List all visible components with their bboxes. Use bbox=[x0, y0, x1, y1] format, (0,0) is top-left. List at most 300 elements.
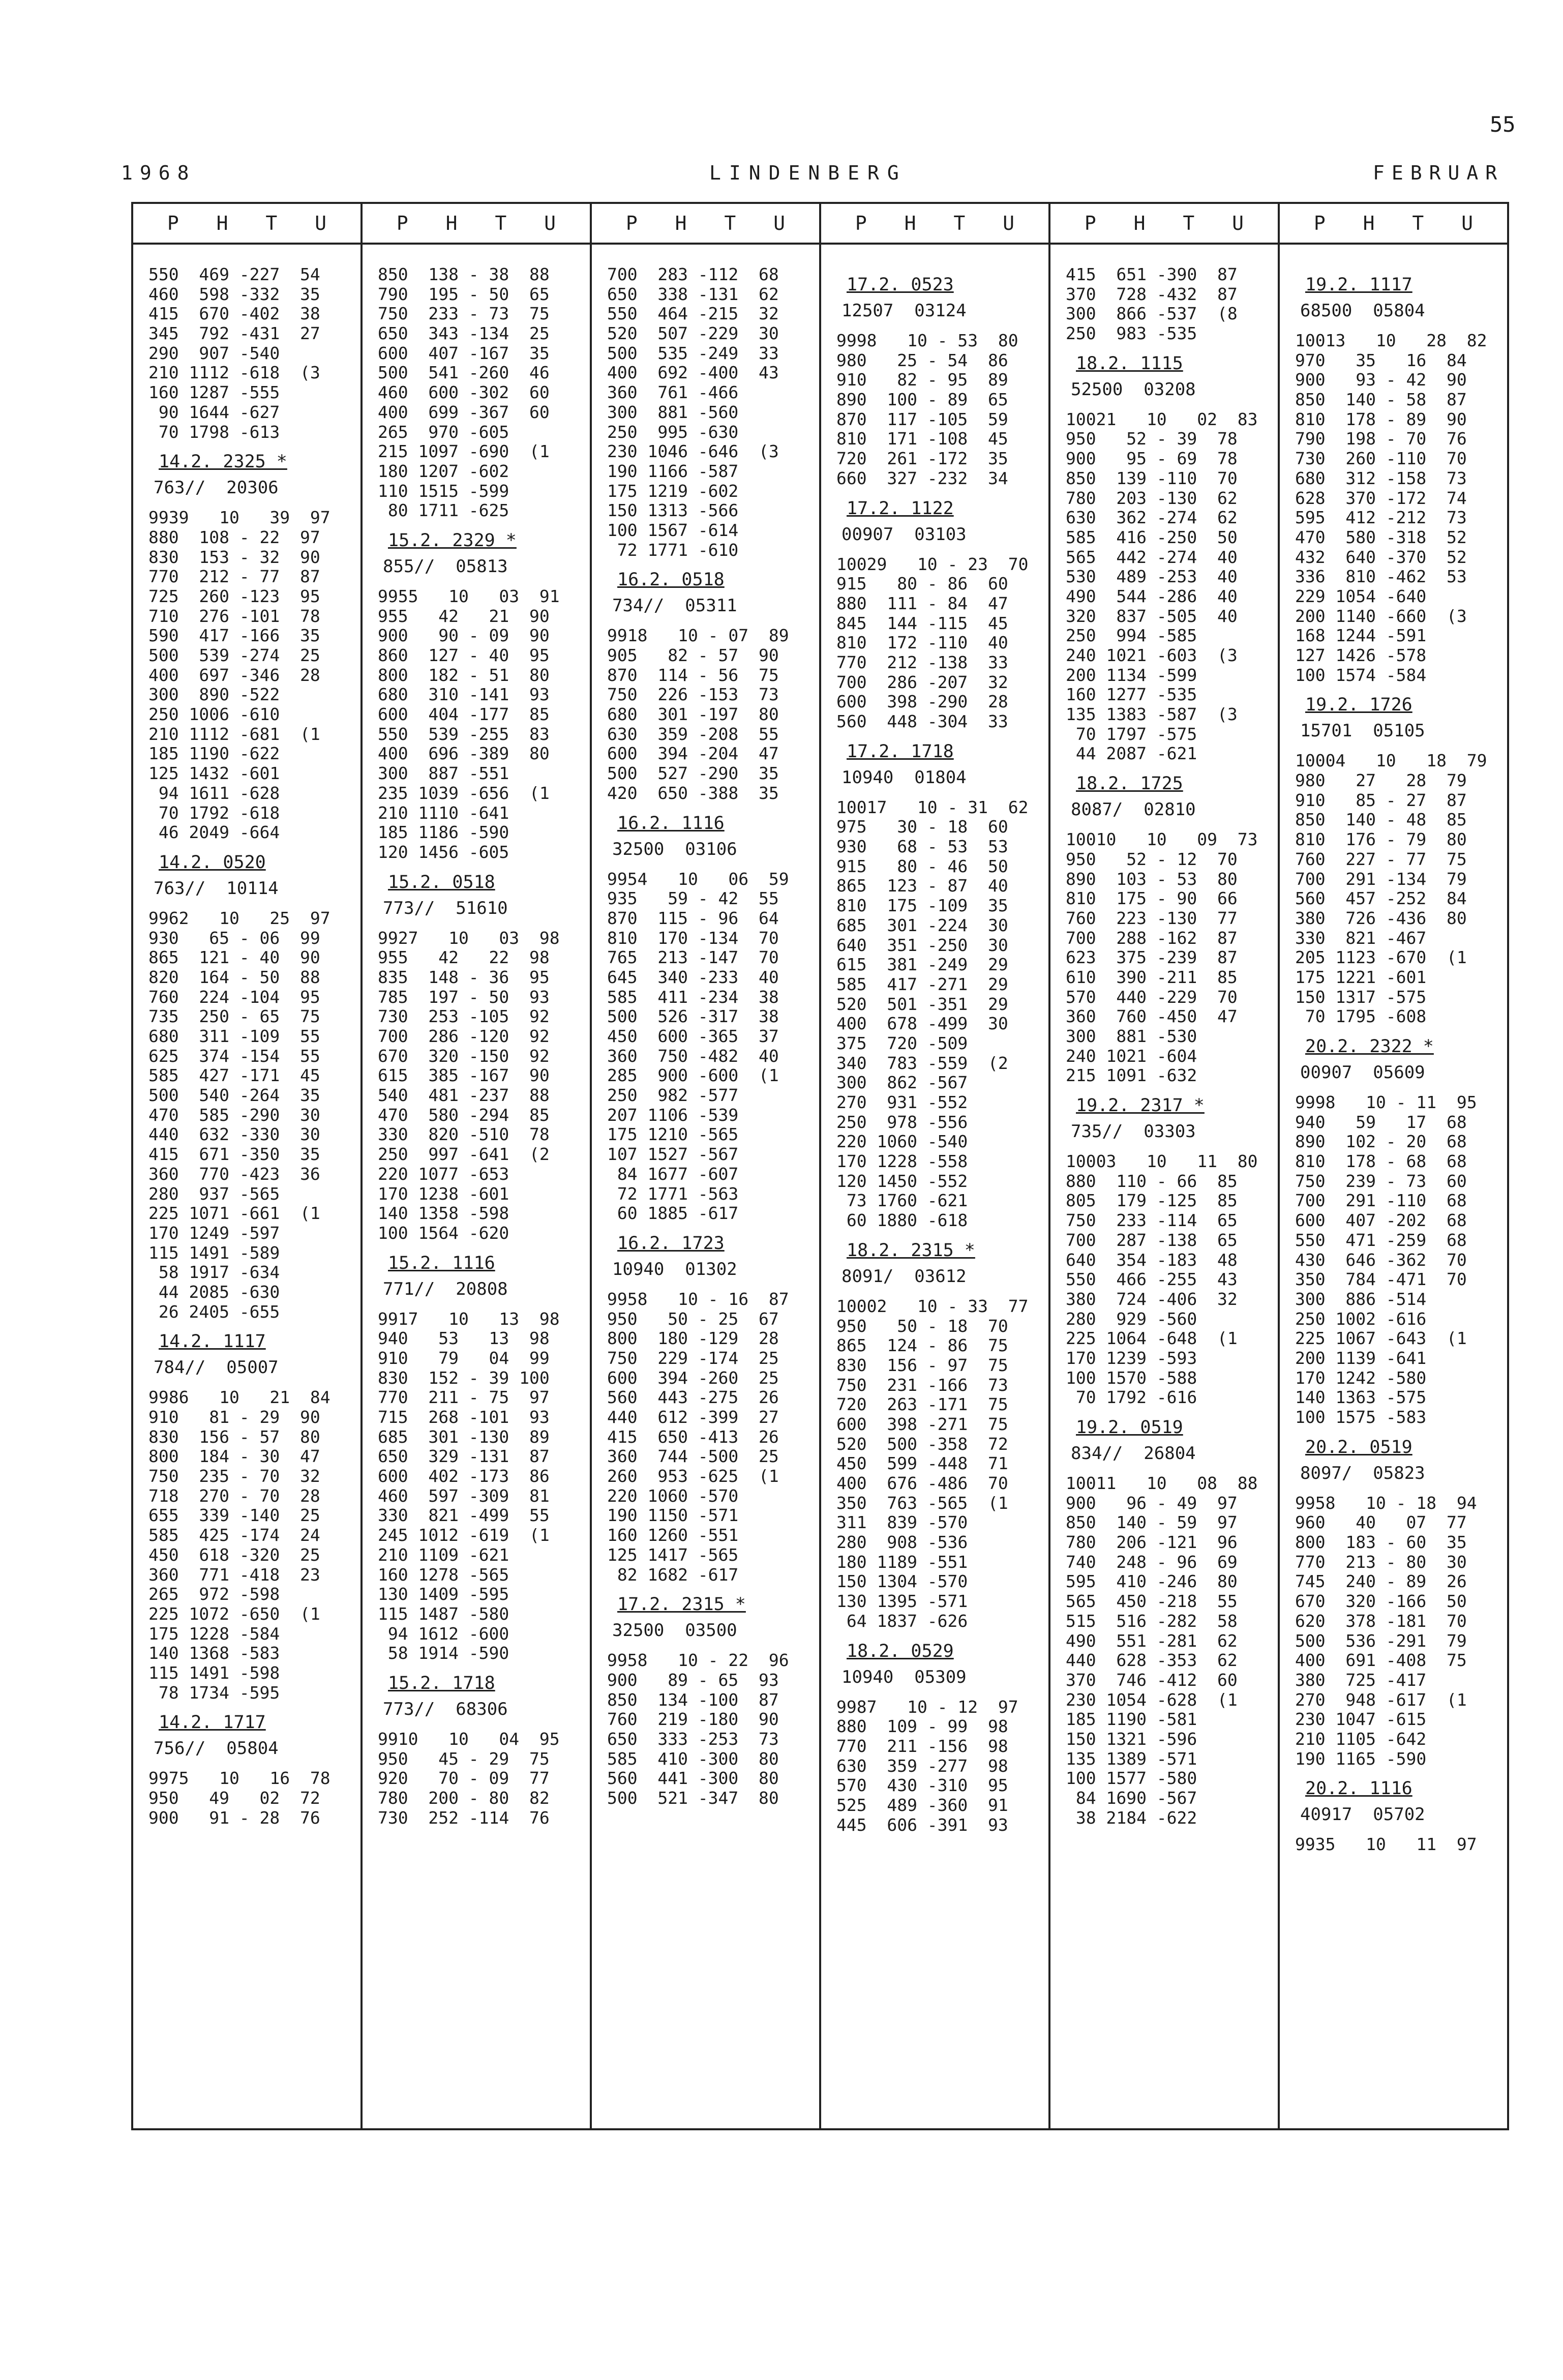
data-row-text: 810 170 -134 70 bbox=[607, 928, 779, 948]
data-row bbox=[1050, 1533, 1278, 1553]
data-row-text: 9939 10 39 97 bbox=[148, 508, 330, 528]
data-row-text: 765 213 -147 70 bbox=[607, 947, 779, 968]
data-row-text: 280 929 -560 bbox=[1066, 1308, 1197, 1329]
data-row-text: 730 252 -114 76 bbox=[378, 1807, 550, 1828]
data-row-text: 650 343 -134 25 bbox=[378, 323, 550, 344]
data-row bbox=[821, 1211, 1048, 1231]
data-row bbox=[821, 555, 1048, 575]
data-row bbox=[1280, 1710, 1507, 1730]
sounding-title-text: 16.2. 1723 bbox=[617, 1233, 725, 1254]
data-row-text: 170 1239 -593 bbox=[1066, 1348, 1197, 1368]
sounding-title-text: 17.2. 1122 bbox=[847, 498, 954, 519]
data-row bbox=[1050, 1592, 1278, 1612]
data-row bbox=[133, 1243, 360, 1263]
data-row bbox=[133, 344, 360, 364]
data-row-text: 150 1304 -570 bbox=[836, 1571, 968, 1592]
data-row-text: 940 59 17 68 bbox=[1295, 1112, 1467, 1132]
data-row-text: 670 320 -150 92 bbox=[378, 1046, 550, 1066]
data-row-text: 250 982 -577 bbox=[607, 1085, 739, 1106]
sounding-title-text: 15.2. 0518 bbox=[388, 872, 495, 892]
data-row-text: 680 301 -197 80 bbox=[607, 704, 779, 725]
header-station: LINDENBERG bbox=[709, 162, 907, 184]
sounding-code-text: 834// 26804 bbox=[1071, 1443, 1196, 1464]
data-row-text: 135 1383 -587 (3 bbox=[1066, 704, 1238, 725]
data-row-text: 90 1644 -627 bbox=[148, 402, 280, 422]
data-row-text: 750 226 -153 73 bbox=[607, 685, 779, 705]
data-row-text: 432 640 -370 52 bbox=[1295, 547, 1467, 567]
sounding-code-text: 10940 01302 bbox=[612, 1259, 737, 1280]
data-row-text: 300 881 -560 bbox=[607, 402, 739, 422]
data-row bbox=[821, 1796, 1048, 1816]
sounding-title bbox=[133, 449, 360, 475]
data-row bbox=[363, 1349, 590, 1368]
header-month: FEBRUAR bbox=[1373, 162, 1505, 184]
data-row-text: 600 398 -290 28 bbox=[836, 692, 1008, 712]
data-row bbox=[363, 1749, 590, 1769]
data-row bbox=[363, 988, 590, 1007]
data-row-text: 625 374 -154 55 bbox=[148, 1046, 320, 1066]
data-row-text: 168 1244 -591 bbox=[1295, 626, 1427, 646]
data-row-text: 225 1067 -643 (1 bbox=[1295, 1328, 1467, 1349]
data-row-text: 73 1760 -621 bbox=[836, 1191, 968, 1211]
sounding-code-text: 15701 05105 bbox=[1300, 721, 1425, 741]
data-row bbox=[821, 1356, 1048, 1376]
data-row-text: 380 725 -417 bbox=[1295, 1670, 1427, 1690]
data-row bbox=[1050, 1349, 1278, 1368]
sounding-code-text: 763// 10114 bbox=[154, 878, 279, 899]
sounding-title bbox=[133, 1329, 360, 1355]
data-row bbox=[1280, 1007, 1507, 1027]
data-row bbox=[1280, 607, 1507, 627]
data-row-text: 240 1021 -603 (3 bbox=[1066, 645, 1238, 665]
data-row bbox=[1280, 1211, 1507, 1231]
data-row-text: 115 1491 -589 bbox=[148, 1242, 280, 1263]
data-row bbox=[1280, 489, 1507, 509]
data-row bbox=[1050, 988, 1278, 1007]
data-row bbox=[1050, 744, 1278, 764]
data-row bbox=[592, 521, 819, 541]
header-t: T bbox=[265, 212, 278, 234]
data-row-text: 960 40 07 77 bbox=[1295, 1512, 1467, 1533]
data-row-text: 470 580 -294 85 bbox=[378, 1105, 550, 1125]
data-row bbox=[821, 857, 1048, 877]
data-row-text: 915 80 - 46 50 bbox=[836, 856, 1008, 876]
data-row bbox=[133, 383, 360, 403]
data-row-text: 980 25 - 54 86 bbox=[836, 350, 1008, 370]
data-row-text: 500 526 -317 38 bbox=[607, 1006, 779, 1027]
data-row-text: 710 276 -101 78 bbox=[148, 606, 320, 626]
data-row bbox=[592, 909, 819, 929]
data-row-text: 810 175 -109 35 bbox=[836, 896, 1008, 916]
data-row-text: 730 260 -110 70 bbox=[1295, 449, 1467, 469]
data-row-text: 685 301 -130 89 bbox=[378, 1426, 550, 1447]
data-row-text: 910 81 - 29 90 bbox=[148, 1407, 320, 1427]
data-row-text: 26 2405 -655 bbox=[148, 1301, 280, 1322]
data-row bbox=[1050, 1007, 1278, 1027]
data-row bbox=[133, 304, 360, 324]
data-row bbox=[592, 685, 819, 705]
data-row-text: 110 1515 -599 bbox=[378, 481, 509, 501]
data-row bbox=[133, 1585, 360, 1604]
data-row bbox=[592, 1789, 819, 1808]
data-row-text: 215 1091 -632 bbox=[1066, 1065, 1197, 1086]
data-row-text: 915 80 - 86 60 bbox=[836, 574, 1008, 594]
data-row-text: 360 760 -450 47 bbox=[1066, 1006, 1238, 1027]
data-row bbox=[592, 1486, 819, 1506]
data-row-text: 600 394 -260 25 bbox=[607, 1367, 779, 1388]
data-row bbox=[1050, 410, 1278, 430]
data-row-text: 185 1186 -590 bbox=[378, 822, 509, 843]
data-row bbox=[592, 1545, 819, 1565]
data-row bbox=[821, 1376, 1048, 1395]
data-row-text: 785 197 - 50 93 bbox=[378, 987, 550, 1007]
data-row bbox=[821, 995, 1048, 1015]
data-row-text: 250 994 -585 bbox=[1066, 626, 1197, 646]
data-row-text: 585 411 -234 38 bbox=[607, 987, 779, 1007]
data-row-text: 290 907 -540 bbox=[148, 343, 280, 363]
sounding-code bbox=[592, 1257, 819, 1282]
data-row-text: 46 2049 -664 bbox=[148, 822, 280, 843]
data-row-text: 440 632 -330 30 bbox=[148, 1124, 320, 1145]
data-row-text: 800 184 - 30 47 bbox=[148, 1446, 320, 1467]
data-row-text: 70 1792 -616 bbox=[1066, 1387, 1197, 1408]
sounding-code bbox=[1280, 1802, 1507, 1827]
data-row-text: 210 1110 -641 bbox=[378, 802, 509, 823]
data-row-text: 180 1207 -602 bbox=[378, 461, 509, 481]
data-row bbox=[363, 1224, 590, 1243]
data-row bbox=[133, 1302, 360, 1322]
data-row-text: 540 481 -237 88 bbox=[378, 1085, 550, 1106]
data-row bbox=[363, 1027, 590, 1047]
sounding-code bbox=[821, 1264, 1048, 1289]
sounding-title-text: 19.2. 2317 * bbox=[1076, 1095, 1205, 1116]
sounding-code bbox=[1050, 1441, 1278, 1466]
data-row bbox=[821, 1034, 1048, 1054]
data-row-text: 160 1277 -535 bbox=[1066, 685, 1197, 705]
data-row-text: 375 720 -509 bbox=[836, 1033, 968, 1053]
data-row bbox=[592, 764, 819, 784]
sounding-title-text: 20.2. 2322 * bbox=[1305, 1036, 1434, 1057]
data-row-text: 190 1166 -587 bbox=[607, 461, 739, 481]
data-row bbox=[1050, 870, 1278, 889]
data-row-text: 140 1368 -583 bbox=[148, 1643, 280, 1663]
data-row-text: 628 370 -172 74 bbox=[1295, 488, 1467, 508]
sounding-code bbox=[821, 299, 1048, 323]
sounding-title-text: 19.2. 1117 bbox=[1305, 275, 1412, 295]
data-row bbox=[1280, 646, 1507, 666]
data-row-text: 780 206 -121 96 bbox=[1066, 1532, 1238, 1553]
data-row bbox=[1050, 1769, 1278, 1789]
data-row bbox=[363, 501, 590, 521]
data-row bbox=[1050, 1749, 1278, 1769]
data-row bbox=[1280, 331, 1507, 351]
sounding-code-text: 40917 05702 bbox=[1300, 1804, 1425, 1825]
data-row bbox=[363, 1388, 590, 1408]
data-row-text: 810 176 - 79 80 bbox=[1295, 829, 1467, 850]
data-row bbox=[133, 1204, 360, 1224]
data-row bbox=[821, 975, 1048, 995]
data-row bbox=[133, 1663, 360, 1683]
data-row-text: 250 995 -630 bbox=[607, 422, 739, 442]
sounding-code bbox=[592, 593, 819, 618]
data-row bbox=[1280, 1093, 1507, 1113]
data-row bbox=[592, 1749, 819, 1769]
data-row bbox=[821, 1191, 1048, 1211]
data-row-text: 680 310 -141 93 bbox=[378, 685, 550, 705]
sounding-title bbox=[821, 1639, 1048, 1665]
data-row-text: 9958 10 - 18 94 bbox=[1295, 1493, 1477, 1513]
data-row-text: 60 1880 -618 bbox=[836, 1210, 968, 1231]
data-row-text: 430 646 -362 70 bbox=[1295, 1250, 1467, 1270]
data-row-text: 175 1228 -584 bbox=[148, 1623, 280, 1644]
sounding-title-text: 18.2. 2315 * bbox=[847, 1240, 975, 1261]
data-row bbox=[821, 837, 1048, 857]
sounding-code-text: 8097/ 05823 bbox=[1300, 1463, 1425, 1483]
data-row-text: 72 1771 -563 bbox=[607, 1183, 739, 1204]
data-row bbox=[592, 1349, 819, 1368]
data-row bbox=[1280, 1368, 1507, 1388]
data-row-text: 770 212 -138 33 bbox=[836, 652, 1008, 672]
data-row-text: 560 448 -304 33 bbox=[836, 711, 1008, 731]
data-row bbox=[363, 1486, 590, 1506]
data-row-text: 235 1039 -656 (1 bbox=[378, 783, 550, 803]
data-row-text: 215 1097 -690 (1 bbox=[378, 441, 550, 462]
data-row-text: 700 288 -162 87 bbox=[1066, 928, 1238, 948]
data-row bbox=[1280, 666, 1507, 686]
data-row-text: 360 750 -482 40 bbox=[607, 1046, 779, 1066]
data-row bbox=[1280, 508, 1507, 528]
data-row-text: 9998 10 - 53 80 bbox=[836, 331, 1018, 350]
data-row-text: 60 1885 -617 bbox=[607, 1203, 739, 1224]
sounding-title bbox=[592, 567, 819, 593]
data-row bbox=[1280, 1612, 1507, 1631]
data-row-text: 180 1189 -551 bbox=[836, 1552, 968, 1572]
data-row bbox=[592, 1184, 819, 1204]
data-row bbox=[1050, 929, 1278, 948]
data-row-text: 115 1487 -580 bbox=[378, 1603, 509, 1624]
data-row bbox=[592, 626, 819, 646]
data-row bbox=[363, 1506, 590, 1526]
header-t: T bbox=[724, 212, 736, 234]
data-row bbox=[363, 1007, 590, 1027]
data-row bbox=[1050, 685, 1278, 705]
sounding-title bbox=[1280, 272, 1507, 299]
data-row bbox=[133, 666, 360, 686]
data-row bbox=[133, 423, 360, 442]
sounding-code bbox=[592, 837, 819, 861]
data-row bbox=[592, 501, 819, 521]
sounding-title bbox=[821, 739, 1048, 765]
data-row-text: 320 837 -505 40 bbox=[1066, 606, 1238, 626]
data-row bbox=[1050, 1329, 1278, 1349]
data-row-text: 270 948 -617 (1 bbox=[1295, 1689, 1467, 1710]
data-row bbox=[133, 1388, 360, 1408]
data-row bbox=[363, 948, 590, 968]
data-row bbox=[363, 1808, 590, 1828]
data-row-text: 615 381 -249 29 bbox=[836, 955, 1008, 975]
data-row bbox=[592, 929, 819, 948]
data-row-text: 870 117 -105 59 bbox=[836, 409, 1008, 429]
sounding-title-text: 18.2. 0529 bbox=[847, 1641, 954, 1661]
data-row-text: 790 195 - 50 65 bbox=[378, 284, 550, 304]
data-row bbox=[133, 705, 360, 725]
data-row bbox=[592, 1204, 819, 1224]
sounding-code bbox=[821, 522, 1048, 547]
data-row bbox=[133, 1769, 360, 1789]
data-row-text: 500 536 -291 79 bbox=[1295, 1630, 1467, 1651]
sounding-code bbox=[1280, 719, 1507, 743]
data-row bbox=[363, 843, 590, 862]
data-row-text: 520 501 -351 29 bbox=[836, 994, 1008, 1014]
data-row bbox=[133, 784, 360, 804]
data-row-text: 100 1564 -620 bbox=[378, 1223, 509, 1243]
data-row-text: 770 213 - 80 30 bbox=[1295, 1552, 1467, 1572]
data-row bbox=[821, 1553, 1048, 1572]
data-row bbox=[592, 1710, 819, 1730]
data-row-text: 130 1409 -595 bbox=[378, 1584, 509, 1604]
data-row-text: 70 1797 -575 bbox=[1066, 724, 1197, 744]
data-row bbox=[1280, 1113, 1507, 1133]
data-row-text: 930 65 - 06 99 bbox=[148, 928, 320, 948]
data-row bbox=[363, 1165, 590, 1184]
header-t: T bbox=[953, 212, 966, 234]
data-row-text: 300 886 -514 bbox=[1295, 1289, 1427, 1309]
data-row bbox=[592, 784, 819, 804]
data-row-text: 311 839 -570 bbox=[836, 1512, 968, 1533]
sounding-title-text: 19.2. 0519 bbox=[1076, 1417, 1183, 1438]
header-u: U bbox=[773, 212, 786, 234]
sounding-code-text: 32500 03500 bbox=[612, 1620, 737, 1641]
data-row bbox=[133, 1624, 360, 1644]
data-row bbox=[363, 1789, 590, 1808]
data-row bbox=[1050, 1191, 1278, 1211]
data-row bbox=[592, 948, 819, 968]
data-row-text: 125 1432 -601 bbox=[148, 763, 280, 784]
data-row bbox=[592, 1007, 819, 1027]
data-row bbox=[363, 1467, 590, 1486]
data-row bbox=[363, 784, 590, 804]
data-row bbox=[1280, 1388, 1507, 1408]
data-row-text: 150 1321 -596 bbox=[1066, 1729, 1197, 1749]
data-row-text: 850 140 - 59 97 bbox=[1066, 1512, 1238, 1533]
data-row-text: 140 1358 -598 bbox=[378, 1203, 509, 1224]
data-row-text: 185 1190 -581 bbox=[1066, 1709, 1197, 1730]
data-row-text: 170 1249 -597 bbox=[148, 1223, 280, 1243]
header-p: P bbox=[625, 212, 638, 234]
data-row bbox=[592, 1368, 819, 1388]
header-p: P bbox=[1313, 212, 1326, 234]
data-row-text: 550 464 -215 32 bbox=[607, 304, 779, 324]
data-row bbox=[592, 1526, 819, 1545]
page-number: 55 bbox=[1490, 112, 1516, 137]
data-row bbox=[363, 1545, 590, 1565]
data-row bbox=[821, 1533, 1048, 1553]
sounding-title bbox=[1050, 351, 1278, 377]
data-row-text: 200 1139 -641 bbox=[1295, 1348, 1427, 1368]
data-row bbox=[592, 1106, 819, 1125]
data-row-text: 336 810 -462 53 bbox=[1295, 567, 1467, 587]
data-row bbox=[133, 685, 360, 705]
data-row-text: 660 327 -232 34 bbox=[836, 468, 1008, 488]
data-row-text: 830 156 - 97 75 bbox=[836, 1355, 1008, 1375]
data-row-text: 830 152 - 39 100 bbox=[378, 1367, 550, 1388]
data-row bbox=[821, 410, 1048, 430]
sounding-code-text: 784// 05007 bbox=[154, 1357, 279, 1378]
data-row bbox=[592, 1447, 819, 1467]
data-row-text: 590 417 -166 35 bbox=[148, 626, 320, 646]
data-row-text: 620 378 -181 70 bbox=[1295, 1611, 1467, 1631]
data-row-text: 100 1577 -580 bbox=[1066, 1768, 1197, 1789]
data-row bbox=[592, 265, 819, 285]
header-t: T bbox=[495, 212, 507, 234]
data-row-text: 225 1072 -650 (1 bbox=[148, 1603, 320, 1624]
data-row bbox=[133, 1224, 360, 1243]
data-row-text: 880 109 - 99 98 bbox=[836, 1716, 1008, 1737]
data-row-text: 230 1047 -615 bbox=[1295, 1709, 1427, 1730]
data-row bbox=[133, 1427, 360, 1447]
data-row-text: 750 231 -166 73 bbox=[836, 1375, 1008, 1395]
header-h: H bbox=[445, 212, 458, 234]
data-row-text: 650 329 -131 87 bbox=[378, 1446, 550, 1467]
sounding-title-text: 17.2. 0523 bbox=[847, 275, 954, 295]
header-u: U bbox=[1003, 212, 1015, 234]
data-row-text: 82 1682 -617 bbox=[607, 1564, 739, 1585]
sounding-title-text: 19.2. 1726 bbox=[1305, 695, 1412, 716]
data-row bbox=[1050, 1310, 1278, 1329]
sounding-code bbox=[1050, 377, 1278, 402]
data-row-text: 10004 10 18 79 bbox=[1295, 751, 1487, 771]
data-row-text: 630 359 -208 55 bbox=[607, 724, 779, 744]
data-row-text: 175 1210 -565 bbox=[607, 1124, 739, 1145]
data-row-text: 800 183 - 60 35 bbox=[1295, 1532, 1467, 1553]
data-row bbox=[1050, 1474, 1278, 1494]
data-row-text: 220 1077 -653 bbox=[378, 1164, 509, 1184]
header-p: P bbox=[1084, 212, 1096, 234]
data-row bbox=[1050, 1290, 1278, 1310]
data-row bbox=[363, 1624, 590, 1644]
data-row bbox=[1280, 528, 1507, 548]
sounding-title bbox=[133, 1710, 360, 1736]
header-u: U bbox=[544, 212, 556, 234]
data-row-text: 10010 10 09 73 bbox=[1066, 829, 1258, 850]
data-row-text: 770 212 - 77 87 bbox=[148, 567, 320, 587]
data-row-text: 560 441 -300 80 bbox=[607, 1768, 779, 1789]
data-row-text: 650 333 -253 73 bbox=[607, 1729, 779, 1749]
sounding-title bbox=[1280, 692, 1507, 719]
data-row bbox=[821, 712, 1048, 732]
data-row-text: 115 1491 -598 bbox=[148, 1662, 280, 1683]
data-row-text: 595 412 -212 73 bbox=[1295, 508, 1467, 528]
sounding-title-text: 20.2. 0519 bbox=[1305, 1437, 1412, 1457]
data-row-text: 78 1734 -595 bbox=[148, 1682, 280, 1703]
data-row bbox=[1280, 1572, 1507, 1592]
data-row bbox=[592, 442, 819, 462]
data-row bbox=[1050, 1368, 1278, 1388]
data-row bbox=[363, 823, 590, 843]
data-row-text: 640 354 -183 48 bbox=[1066, 1250, 1238, 1270]
table-column bbox=[821, 204, 1050, 2128]
data-row bbox=[133, 567, 360, 587]
data-row-text: 685 301 -224 30 bbox=[836, 915, 1008, 935]
data-row-text: 560 457 -252 84 bbox=[1295, 888, 1467, 909]
data-row bbox=[133, 1066, 360, 1086]
data-row bbox=[133, 1027, 360, 1047]
data-row bbox=[821, 1698, 1048, 1717]
data-row-text: 280 937 -565 bbox=[148, 1183, 280, 1204]
data-row-text: 500 541 -260 46 bbox=[378, 363, 550, 383]
data-row bbox=[821, 1474, 1048, 1494]
data-row bbox=[592, 1565, 819, 1585]
